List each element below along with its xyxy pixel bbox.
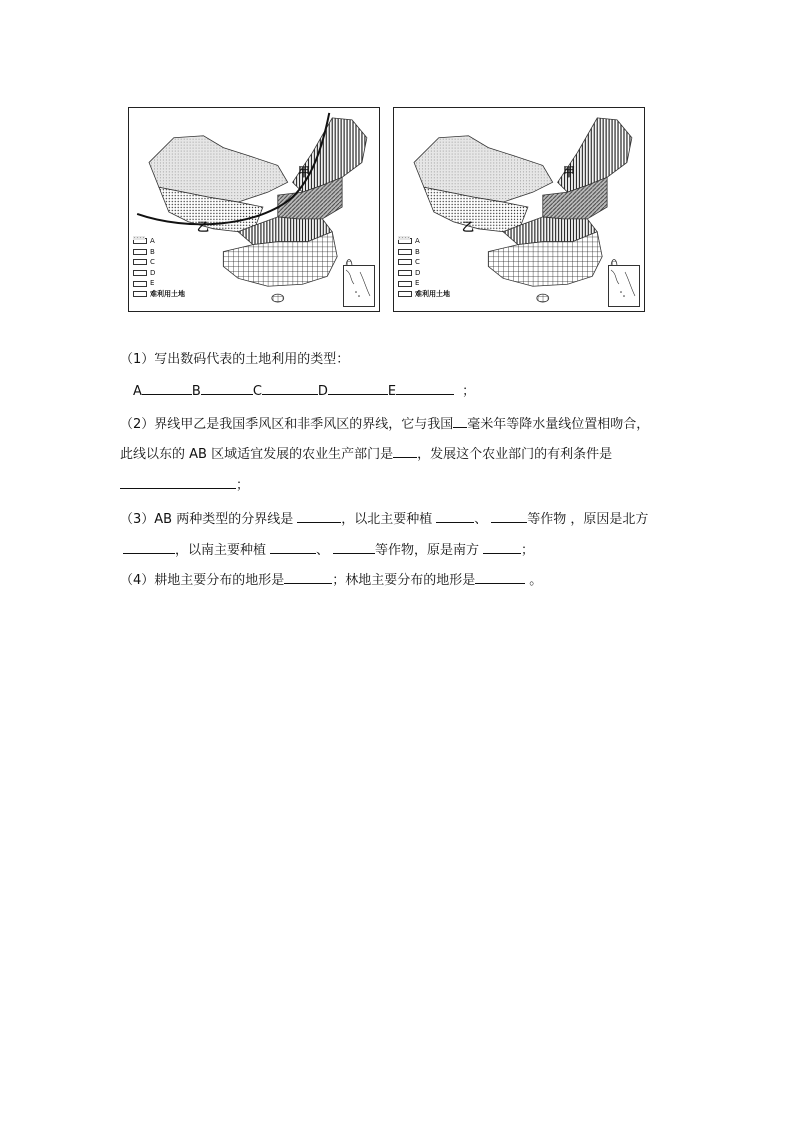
label-jia: 甲 xyxy=(298,165,311,179)
legend-row-e: E xyxy=(398,278,450,289)
region-c xyxy=(558,118,632,192)
map-legend xyxy=(398,236,450,300)
question-2-line-1: （2）界线甲乙是我国季风区和非季风区的界线，它与我国 毫米年等降水量线位置相吻合， xyxy=(120,413,649,435)
answer-blank-conditions[interactable] xyxy=(120,474,236,489)
answer-blank-c[interactable] xyxy=(262,380,318,395)
hainan-island xyxy=(272,294,284,302)
label-e: E xyxy=(387,384,397,399)
legend-row-b: B xyxy=(398,247,450,258)
legend-row-e: E xyxy=(133,278,185,289)
label-c: C xyxy=(252,384,262,399)
question-3-line-2: ，以南主要种植 、 等作物，原是南方 ； xyxy=(120,539,534,561)
legend-swatch-light xyxy=(398,281,412,287)
answer-blank-d[interactable] xyxy=(328,380,388,395)
question-1-answers xyxy=(133,380,475,402)
map-legend xyxy=(133,236,185,300)
label-a: A xyxy=(133,384,142,399)
answer-blank-north-reason[interactable] xyxy=(123,539,175,554)
inset-graphic xyxy=(609,266,639,306)
answer-blank-b[interactable] xyxy=(201,380,253,395)
label-b: B xyxy=(191,384,201,399)
question-1-prompt: （1）写出数码代表的土地利用的类型： xyxy=(120,352,350,367)
answer-blank-south-reason[interactable] xyxy=(483,539,521,554)
legend-row-unusable: 难利用土地 xyxy=(398,289,450,300)
label-yi: 乙 xyxy=(197,220,210,234)
question-3-line-1: （3）AB 两种类型的分界线是 ，以北主要种植 、 等作物 ，原因是北方 xyxy=(120,508,648,530)
legend-row-b: B xyxy=(133,247,185,258)
question-2-line-3: ； xyxy=(120,474,249,496)
answer-blank-divide[interactable] xyxy=(297,508,341,523)
question-4: （4）耕地主要分布的地形是 ；林地主要分布的地形是 。 xyxy=(120,569,542,591)
label-d: D xyxy=(317,384,328,399)
region-c xyxy=(293,118,367,192)
legend-row-d: D xyxy=(398,268,450,279)
answer-blank-e[interactable] xyxy=(396,380,454,395)
answer-blank-rainfall[interactable] xyxy=(453,413,467,428)
legend-row-a: A xyxy=(398,236,450,247)
answer-blank-forest[interactable] xyxy=(475,569,525,584)
hainan-island xyxy=(537,294,549,302)
inset-graphic xyxy=(344,266,374,306)
answer-blank-a[interactable] xyxy=(142,380,192,395)
answer-blank-sector[interactable] xyxy=(393,443,417,458)
legend-row-a: A xyxy=(133,236,185,247)
question-2-line-2: 此线以东的 AB 区域适宜发展的农业生产部门是 ，发展这个农业部门的有利条件是 xyxy=(120,443,612,465)
legend-row-c: C xyxy=(133,257,185,268)
legend-swatch-light xyxy=(133,281,147,287)
south-china-sea-inset xyxy=(608,265,640,307)
label-yi: 乙 xyxy=(462,220,475,234)
china-land-use-map-with-boundary xyxy=(128,107,380,312)
china-land-use-map xyxy=(393,107,645,312)
answer-blank-farmland[interactable] xyxy=(284,569,332,584)
legend-row-c: C xyxy=(398,257,450,268)
legend-row-d: D xyxy=(133,268,185,279)
answer-blank-north-crop-1[interactable] xyxy=(436,508,474,523)
south-china-sea-inset xyxy=(343,265,375,307)
q1-end: ； xyxy=(462,384,476,399)
answer-blank-south-crop-2[interactable] xyxy=(333,539,375,554)
legend-row-unusable: 难利用土地 xyxy=(133,289,185,300)
answer-blank-south-crop-1[interactable] xyxy=(270,539,316,554)
label-jia: 甲 xyxy=(563,165,576,179)
answer-blank-north-crop-2[interactable] xyxy=(491,508,527,523)
